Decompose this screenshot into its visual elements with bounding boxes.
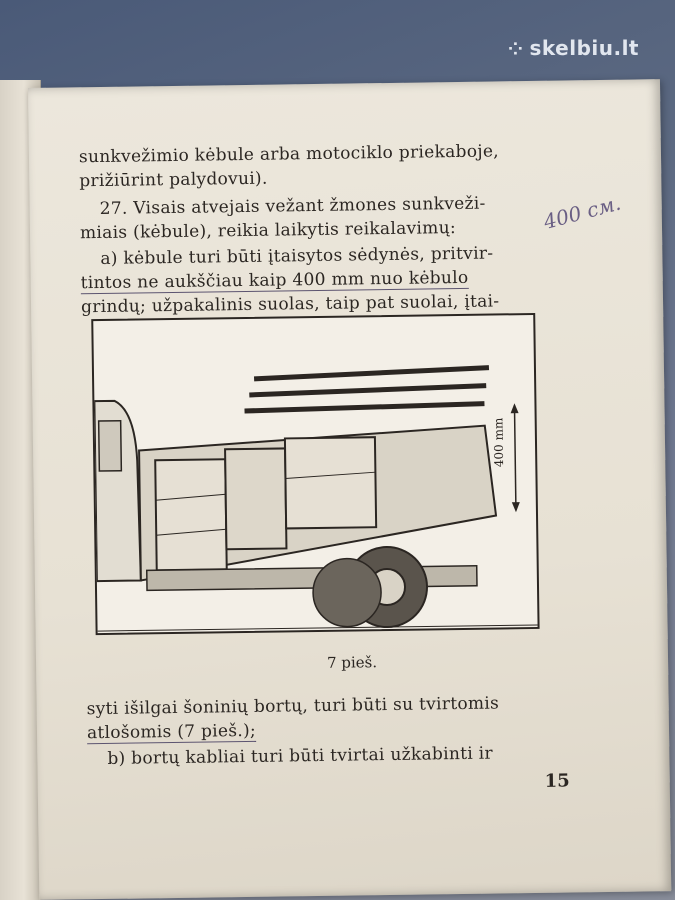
- truck-illustration: [91, 313, 539, 635]
- dimension-label: 400 mm: [490, 417, 506, 468]
- text-line-9: atlošomis (7 pieš.);: [86, 720, 257, 744]
- text-line-1: sunkvežimio kėbule arba motociklo priekaboje,: [78, 141, 500, 168]
- text-line-10: b) bortų kabliai turi būti tvirtai užkabinti ir: [107, 743, 494, 769]
- text-line-6: tintos ne aukščiau kaip 400 mm nuo kėbulo: [80, 267, 469, 294]
- figure-caption: 7 pieš.: [326, 653, 378, 672]
- text-line-3: 27. Visais atvejais vežant žmones sunkveži-: [99, 193, 486, 220]
- text-line-7: grindų; užpakalinis suolas, taip pat suolai, įtai-: [80, 291, 500, 318]
- book-page: [28, 79, 671, 900]
- truck-drawing: [93, 315, 537, 633]
- text-line-8: syti išilgai šoninių bortų, turi būti su tvirtomis: [86, 693, 500, 720]
- watermark-text: skelbiu.lt: [529, 36, 639, 60]
- logo-dots-icon: ⁘: [507, 39, 524, 60]
- text-line-2: prižiūrint palydovui).: [79, 168, 268, 192]
- page-number: 15: [544, 770, 570, 792]
- watermark-logo: [508, 36, 639, 60]
- text-line-4: miais (kėbule), reikia laikytis reikalavimų:: [79, 218, 457, 244]
- text-line-5: a) kėbule turi būti įtaisytos sėdynės, pritvir-: [100, 243, 494, 270]
- handwritten-note: 400 см.: [541, 190, 624, 234]
